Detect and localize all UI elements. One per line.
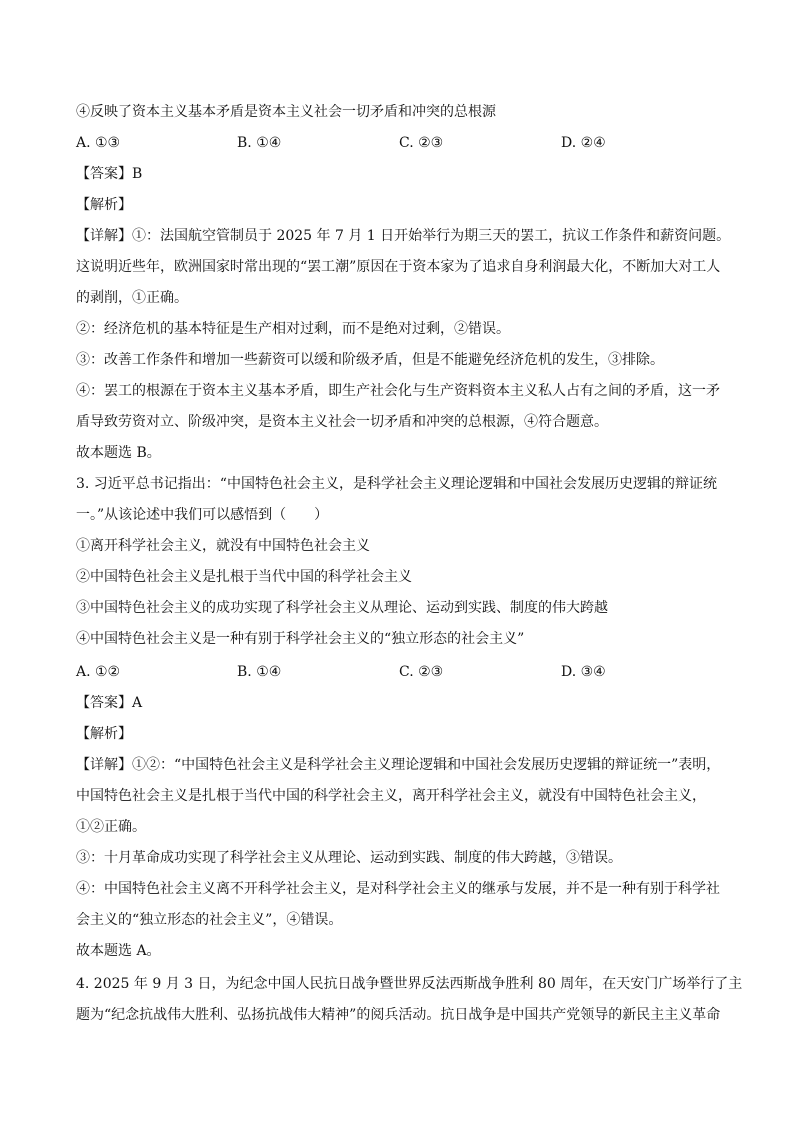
question-stem: 题为“纪念抗战伟大胜利、弘扬抗战伟大精神”的阅兵活动。抗日战争是中国共产党领导的新民主主义革命: [76, 1007, 721, 1023]
option-c: C. ②③: [399, 135, 444, 151]
analysis-label: 【解析】: [76, 197, 132, 213]
option-c: C. ②③: [399, 664, 444, 680]
detail-line: ④：罢工的根源在于资本主义基本矛盾，即生产社会化与生产资料资本主义私人占有之间的矛盾，这一矛: [76, 383, 720, 399]
detail-line: 这说明近些年，欧洲国家时常出现的“罢工潮”原因在于资本家为了追求自身利润最大化，不断加大对工人: [76, 259, 721, 275]
statement-1: ①离开科学社会主义，就没有中国特色社会主义: [76, 538, 370, 554]
conclusion: 故本题选 B。: [76, 445, 161, 461]
detail-line: 中国特色社会主义是扎根于当代中国的科学社会主义，离开科学社会主义，就没有中国特色社会主义，: [76, 788, 706, 804]
statement-3: ③中国特色社会主义的成功实现了科学社会主义从理论、运动到实践、制度的伟大跨越: [76, 600, 608, 616]
option-d: D. ②④: [561, 135, 606, 151]
question-stem: 3. 习近平总书记指出：“中国特色社会主义，是科学社会主义理论逻辑和中国社会发展历史逻辑的辩证统: [76, 476, 717, 492]
option-d: D. ③④: [561, 664, 606, 680]
conclusion: 故本题选 A。: [76, 943, 161, 959]
statement-4: ④反映了资本主义基本矛盾是资本主义社会一切矛盾和冲突的总根源: [76, 104, 496, 120]
question-stem: 4. 2025 年 9 月 3 日，为纪念中国人民抗日战争暨世界反法西斯战争胜利 80 周年，在天安门广场举行了主: [76, 976, 743, 992]
option-b: B. ①④: [237, 664, 282, 680]
statement-4: ④中国特色社会主义是一种有别于科学社会主义的“独立形态的社会主义”: [76, 631, 525, 647]
answer: 【答案】B: [76, 166, 143, 182]
question-stem: 一。”从该论述中我们可以感悟到（ ）: [76, 507, 329, 523]
answer: 【答案】A: [76, 695, 143, 711]
detail-line: 【详解】①：法国航空管制员于 2025 年 7 月 1 日开始举行为期三天的罢工，抗议工作条件和薪资问题。: [76, 228, 731, 244]
option-a: A. ①③: [76, 135, 121, 151]
option-b: B. ①④: [237, 135, 282, 151]
detail-line: ③：改善工作条件和增加一些薪资可以缓和阶级矛盾，但是不能避免经济危机的发生，③排除。: [76, 352, 664, 368]
detail-line: 的剥削，①正确。: [76, 290, 188, 306]
detail-line: 盾导致劳资对立、阶级冲突，是资本主义社会一切矛盾和冲突的总根源，④符合题意。: [76, 414, 608, 430]
detail-line: ①②正确。: [76, 819, 146, 835]
detail-line: 【详解】①②：“中国特色社会主义是科学社会主义理论逻辑和中国社会发展历史逻辑的辩证统一”表明，: [76, 757, 721, 773]
detail-line: 会主义的“独立形态的社会主义”，④错误。: [76, 912, 343, 928]
option-a: A. ①②: [76, 664, 121, 680]
detail-line: ④：中国特色社会主义离不开科学社会主义，是对科学社会主义的继承与发展，并不是一种有别于科学社: [76, 881, 720, 897]
detail-line: ③：十月革命成功实现了科学社会主义从理论、运动到实践、制度的伟大跨越，③错误。: [76, 850, 622, 866]
detail-line: ②：经济危机的基本特征是生产相对过剩，而不是绝对过剩，②错误。: [76, 321, 510, 337]
statement-2: ②中国特色社会主义是扎根于当代中国的科学社会主义: [76, 569, 412, 585]
analysis-label: 【解析】: [76, 726, 132, 742]
